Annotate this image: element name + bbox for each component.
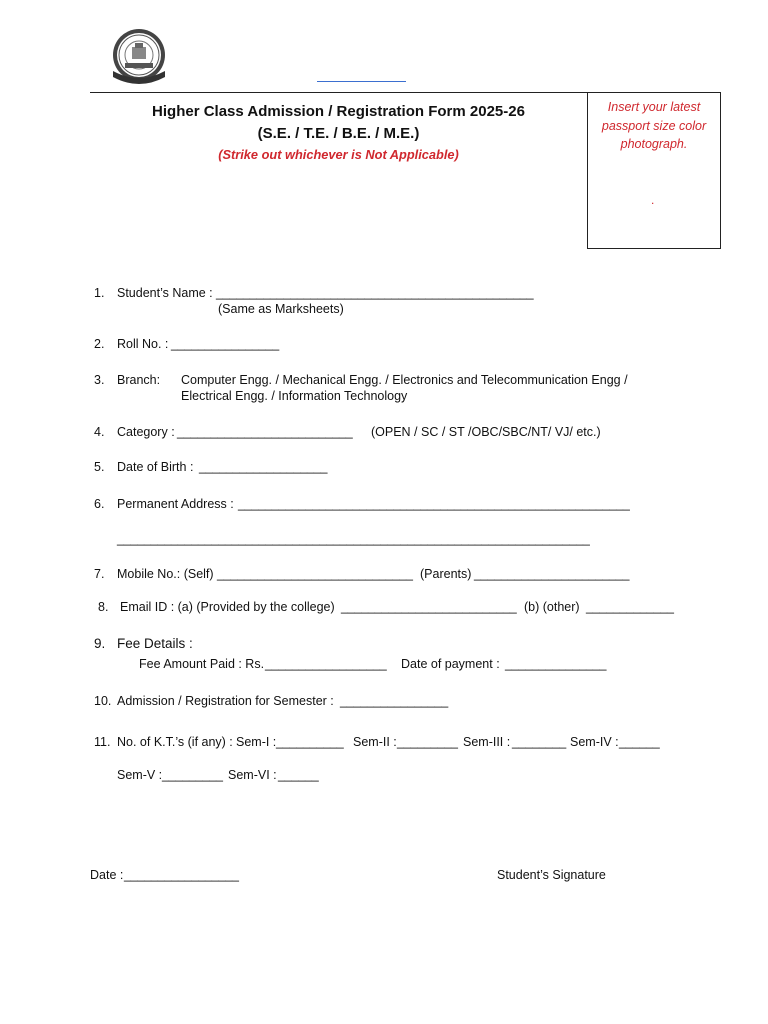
header-rule (90, 92, 588, 93)
field-9-number: 9. (94, 636, 106, 651)
mobile-self-field[interactable]: _____________________________ (217, 567, 413, 581)
form-title: Higher Class Admission / Registration Form 2025-26 (152, 103, 525, 120)
field-10-number: 10. (94, 694, 112, 708)
kt-sem4-field[interactable]: ______ (619, 735, 660, 749)
category-options: (OPEN / SC / ST /OBC/SBC/NT/ VJ/ etc.) (371, 425, 601, 439)
field-5-number: 5. (94, 460, 105, 474)
email-other-label: (b) (other) (524, 600, 580, 614)
branch-label: Branch: (117, 373, 161, 387)
payment-date-label: Date of payment : (401, 657, 500, 671)
address-label: Permanent Address : (117, 497, 234, 511)
dob-field[interactable]: ___________________ (199, 460, 328, 474)
student-signature-label: Student’s Signature (497, 868, 606, 882)
form-subtitle: (S.E. / T.E. / B.E. / M.E.) (257, 125, 420, 142)
mobile-self-label: Mobile No.: (Self) (117, 567, 214, 581)
branch-options-line2: Electrical Engg. / Information Technology (181, 389, 408, 403)
student-name-note: (Same as Marksheets) (218, 302, 344, 316)
field-6-number: 6. (94, 497, 105, 511)
category-field[interactable]: __________________________ (177, 425, 353, 439)
kt-sem5-field[interactable]: _________ (162, 768, 223, 782)
kt-sem3-field[interactable]: ________ (512, 735, 567, 749)
field-2-number: 2. (94, 337, 105, 351)
college-seal-logo (107, 27, 171, 91)
category-label: Category : (117, 425, 175, 439)
field-7-number: 7. (94, 567, 105, 581)
strike-out-note: (Strike out whichever is Not Applicable) (218, 147, 459, 162)
kt-sem6-label: Sem-VI : (228, 768, 277, 782)
mobile-parents-field[interactable]: _______________________ (474, 567, 630, 581)
field-11-number: 11. (94, 735, 111, 749)
kt-sem2-label: Sem-II : (353, 735, 397, 749)
branch-options-line1: Computer Engg. / Mechanical Engg. / Electronics and Telecommunication Engg / (181, 373, 628, 387)
roll-no-field[interactable]: ________________ (171, 337, 280, 351)
photo-dot: . (651, 193, 655, 207)
field-1-number: 1. (94, 286, 105, 300)
footer-date-label: Date : (90, 868, 124, 882)
kt-sem5-label: Sem-V : (117, 768, 163, 782)
roll-no-label: Roll No. : (117, 337, 169, 351)
payment-date-field[interactable]: _______________ (505, 657, 607, 671)
mobile-parents-label: (Parents) (420, 567, 472, 581)
email-other-field[interactable]: _____________ (586, 600, 674, 614)
photo-instruction: Insert your latest passport size color photograph. (601, 100, 707, 151)
kt-sem3-label: Sem-III : (463, 735, 511, 749)
field-8-number: 8. (98, 600, 109, 614)
footer-date-field[interactable]: _________________ (124, 868, 239, 882)
field-3-number: 3. (94, 373, 105, 387)
email-college-field[interactable]: __________________________ (341, 600, 517, 614)
dob-label: Date of Birth : (117, 460, 194, 474)
fee-amount-field[interactable]: __________________ (265, 657, 387, 671)
kt-sem4-label: Sem-IV : (570, 735, 619, 749)
semester-label: Admission / Registration for Semester : (117, 694, 334, 708)
kt-sem2-field[interactable]: _________ (397, 735, 458, 749)
kt-sem1-label: Sem-I : (236, 735, 277, 749)
kt-sem1-field[interactable]: __________ (276, 735, 344, 749)
student-name-field[interactable]: _______________________________________________ (216, 286, 534, 300)
photo-box (587, 92, 721, 249)
header-link-underline (317, 81, 406, 82)
fee-amount-label: Fee Amount Paid : Rs. (139, 657, 265, 671)
fee-details-label: Fee Details : (117, 636, 193, 651)
student-name-label: Student’s Name : (117, 286, 213, 300)
kt-label: No. of K.T.’s (if any) : (117, 735, 233, 749)
email-college-label: Email ID : (a) (Provided by the college) (120, 600, 335, 614)
semester-field[interactable]: ________________ (340, 694, 449, 708)
field-4-number: 4. (94, 425, 105, 439)
address-field-line2[interactable]: ______________________________________________________________________ (117, 532, 590, 546)
address-field-line1[interactable]: __________________________________________________________ (238, 497, 630, 511)
kt-sem6-field[interactable]: ______ (278, 768, 319, 782)
